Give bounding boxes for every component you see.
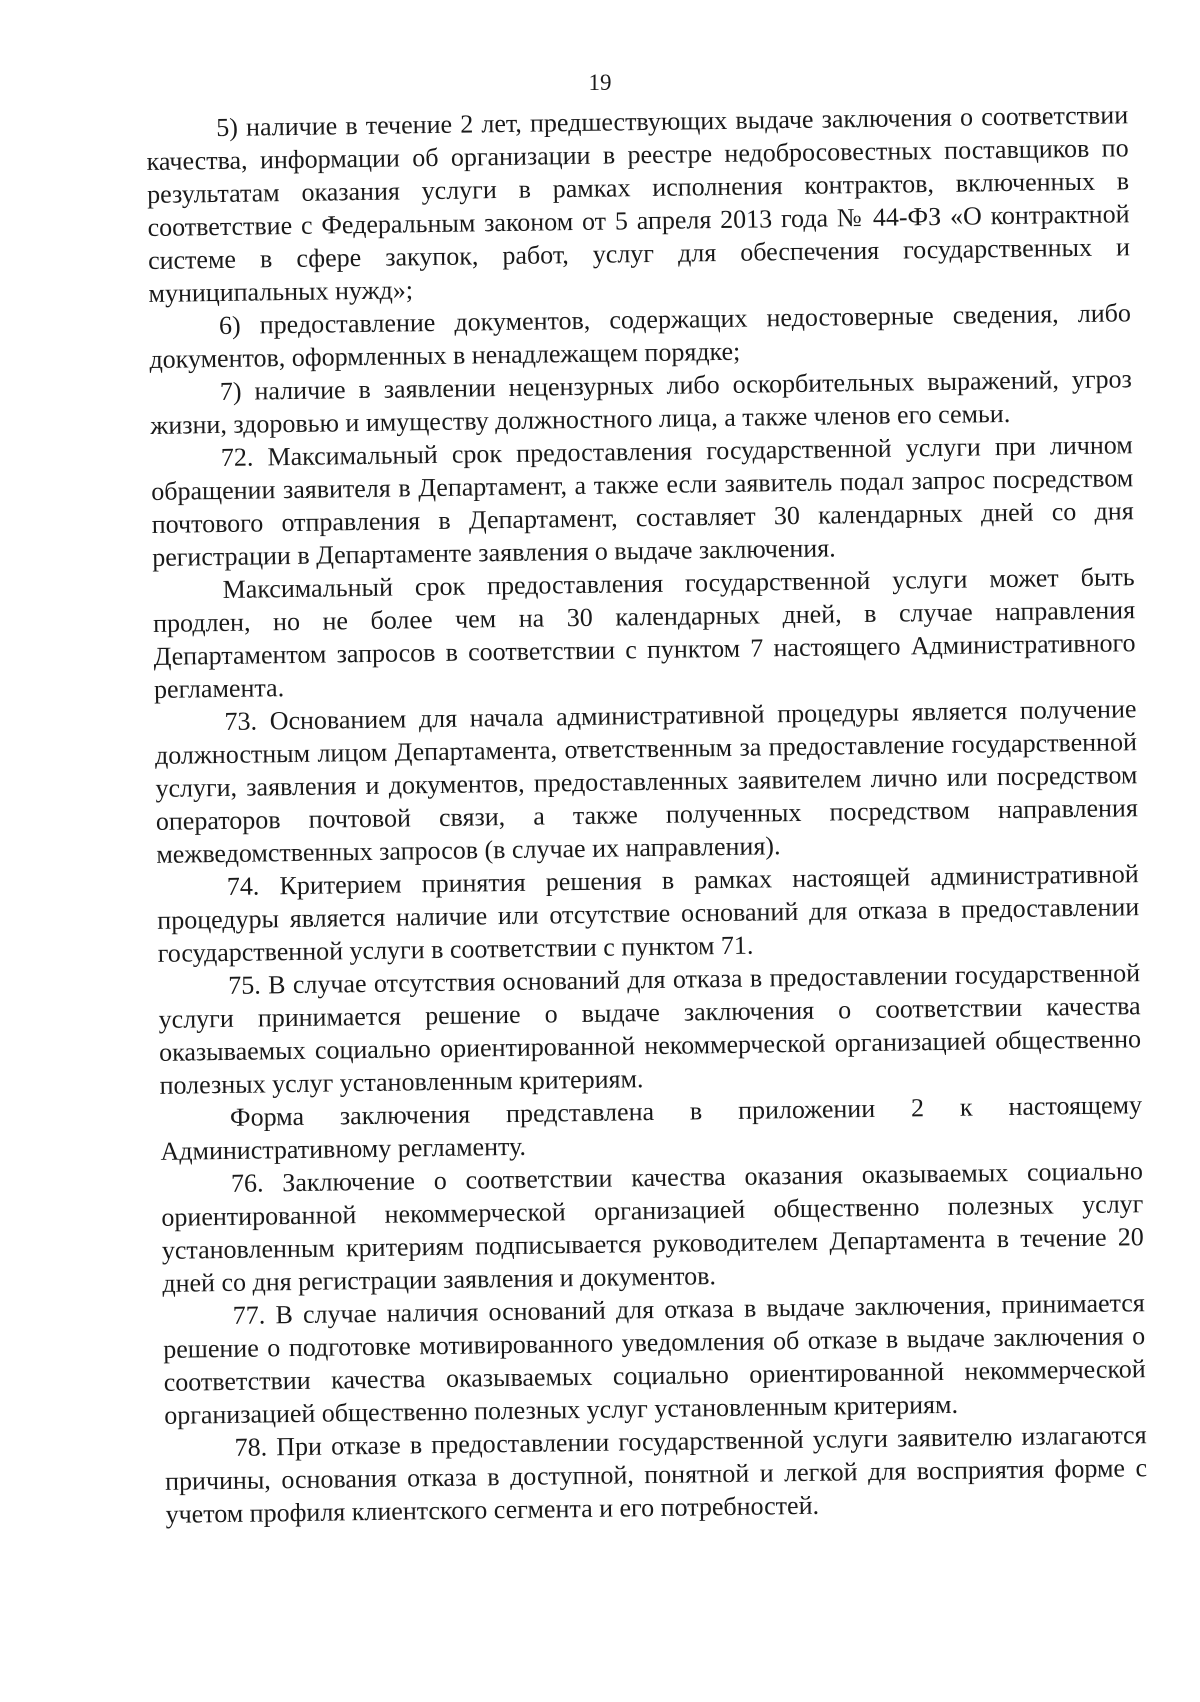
paragraph-74: 74. Критерием принятия решения в рамках настоящей административной процедуры является наличие или отсутствие оснований для отказа в предоставлении государственной услуги в соответствии с пунктом 71. — [157, 859, 1140, 968]
paragraph-76: 76. Заключение о соответствии качества оказания оказываемых социально ориентированной некоммерческой организацией общественно полезных услуг установленным критериям подписывается руководителем Департамента в течение 20 дней со дня регистрации заявления и документов. — [161, 1156, 1145, 1298]
paragraph-73: 73. Основанием для начала административной процедуры является получение должностным лицом Департамента, ответственным за предоставление государственной услуги, заявления и документов, предоставленных заявителем лично или посредством операторов почтовой связи, а также полученных посредством направления межведомственных запросов (в случае их направления). — [154, 694, 1139, 869]
paragraph-75: 75. В случае отсутствия оснований для отказа в предоставлении государственной услуги принимается решение о выдаче заключения о соответствии качества оказываемых социально ориентированной некоммерческой организацией общественно полезных услуг установленным критериям. — [158, 958, 1142, 1100]
document-body — [146, 98, 1148, 1531]
paragraph-item-6: 6) предоставление документов, содержащих недостоверные сведения, либо документов, оформленных в ненадлежащем порядке; — [149, 298, 1132, 374]
paragraph-72: 72. Максимальный срок предоставления государственной услуги при личном обращении заявителя в Департамент, а также если заявитель подал запрос посредством почтового отправления в Департамент, составляет 30 календарных дней со дня регистрации в Департаменте заявления о выдаче заключения. — [151, 430, 1134, 572]
paragraph-item-5: 5) наличие в течение 2 лет, предшествующих выдаче заключения о соответствии качества, информации об организации в реестре недобросовестных поставщиков по результатам оказания услуги в рамках исполнения контрактов, включенных в соответствие с Федеральным законом от 5 апреля 2013 года № 44-ФЗ «О контрактной системе в сфере закупок, работ, услуг для обеспечения государственных и муниципальных нужд»; — [146, 100, 1131, 308]
paragraph-77: 77. В случае наличия оснований для отказа в выдаче заключения, принимается решение о подготовке мотивированного уведомления об отказе в выдаче заключения о соответствии качества оказываемых социально ориентированной некоммерческой организацией общественно полезных услуг установленным критериям. — [163, 1288, 1146, 1430]
paragraph-78: 78. При отказе в предоставлении государственной услуги заявителю излагаются причины, основания отказа в доступной, понятной и легкой для восприятия форме с учетом профиля клиентского сегмента и его потребностей. — [164, 1420, 1148, 1529]
page-number: 19 — [588, 70, 612, 95]
paragraph-72-extension: Максимальный срок предоставления государственной услуги может быть продлен, но не более чем на 30 календарных дней, в случае направления Департаментом запросов в соответствии с пунктом 7 настоящего Административного регламента. — [152, 562, 1136, 704]
paragraph-item-7: 7) наличие в заявлении нецензурных либо оскорбительных выражений, угроз жизни, здоровью и имуществу должностного лица, а также членов его семьи. — [150, 364, 1133, 440]
paragraph-75-form: Форма заключения представлена в приложении 2 к настоящему Административному регламенту. — [160, 1090, 1143, 1166]
